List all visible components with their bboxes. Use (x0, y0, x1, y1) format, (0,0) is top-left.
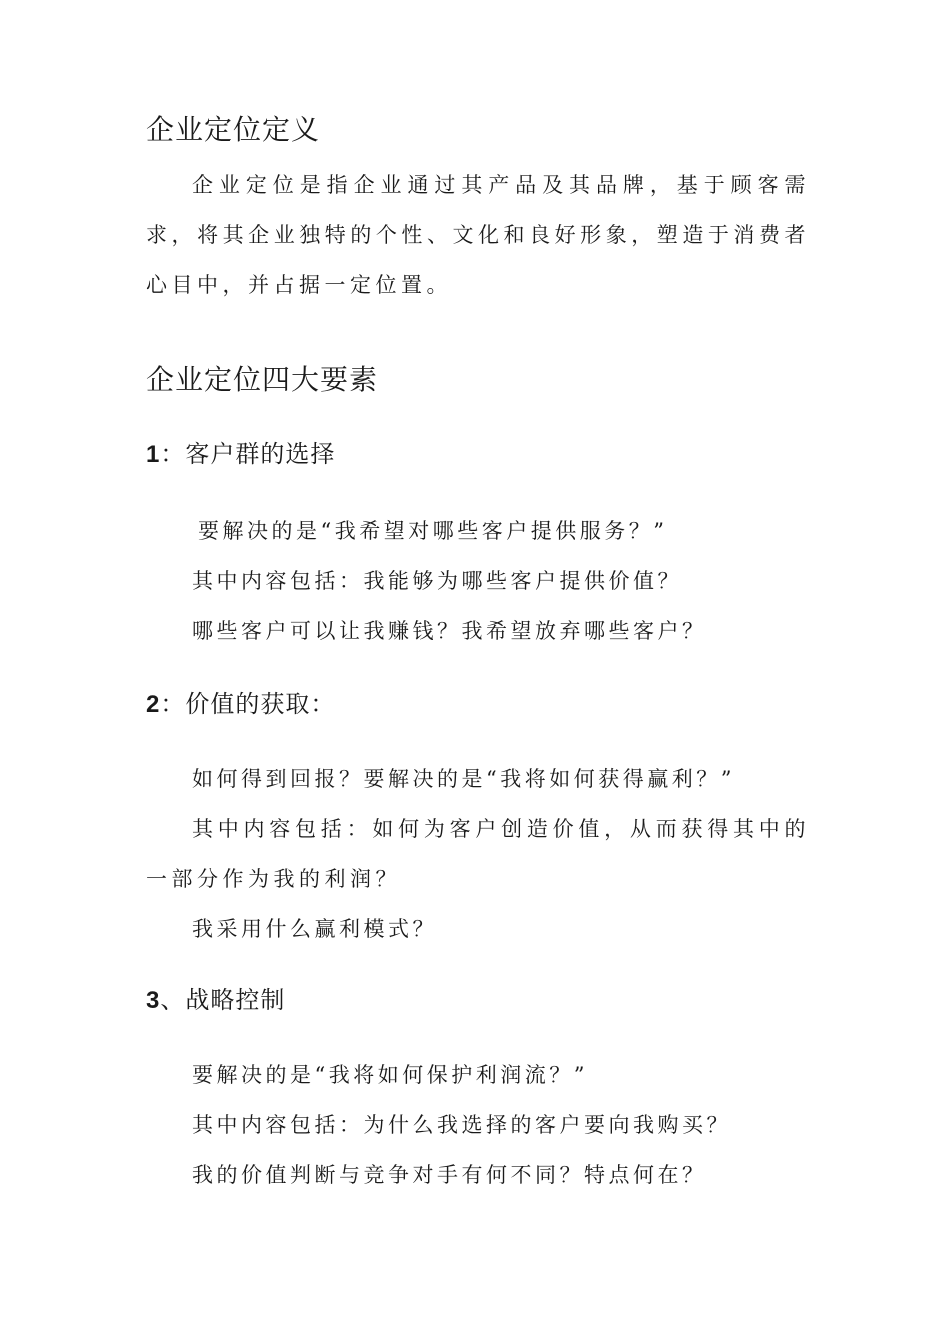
element-1-heading (146, 438, 335, 471)
element-1-line-1: 要解决的是“我希望对哪些客户提供服务？” (198, 519, 668, 543)
heading-four-elements: 企业定位四大要素 (146, 363, 379, 396)
element-3-title: 战略控制 (185, 986, 286, 1014)
element-2-line-1: 如何得到回报？要解决的是“我将如何获得赢利？” (192, 767, 735, 791)
element-2-separator: ： (160, 690, 186, 718)
element-2-paragraph: 其中内容包括：如何为客户创造价值，从而获得其中的一部分作为我的利润？ (146, 817, 810, 891)
element-3-heading (146, 984, 285, 1017)
element-1-line-3: 哪些客户可以让我赚钱？我希望放弃哪些客户？ (192, 619, 707, 643)
element-3-number: 3 (146, 987, 161, 1014)
element-1-title: 客户群的选择 (185, 440, 336, 468)
definition-paragraph: 企业定位是指企业通过其产品及其品牌，基于顾客需求，将其企业独特的个性、文化和良好形象，塑造于消费者心目中，并占据一定位置。 (146, 173, 810, 297)
element-1-line-2: 其中内容包括：我能够为哪些客户提供价值？ (192, 569, 682, 593)
element-2-line-3: 我采用什么赢利模式？ (192, 917, 437, 941)
heading-definition: 企业定位定义 (146, 113, 321, 146)
element-2-title: 价值的获取： (185, 690, 336, 718)
element-1-separator: ： (160, 440, 186, 468)
element-2-heading (146, 688, 335, 721)
element-3-separator: 、 (160, 986, 186, 1014)
element-2-number: 2 (146, 691, 161, 718)
element-1-number: 1 (146, 441, 161, 468)
element-3-line-1: 要解决的是“我将如何保护利润流？” (192, 1063, 588, 1087)
element-3-line-2: 其中内容包括：为什么我选择的客户要向我购买？ (192, 1113, 731, 1137)
element-3-line-3: 我的价值判断与竞争对手有何不同？特点何在？ (192, 1163, 707, 1187)
